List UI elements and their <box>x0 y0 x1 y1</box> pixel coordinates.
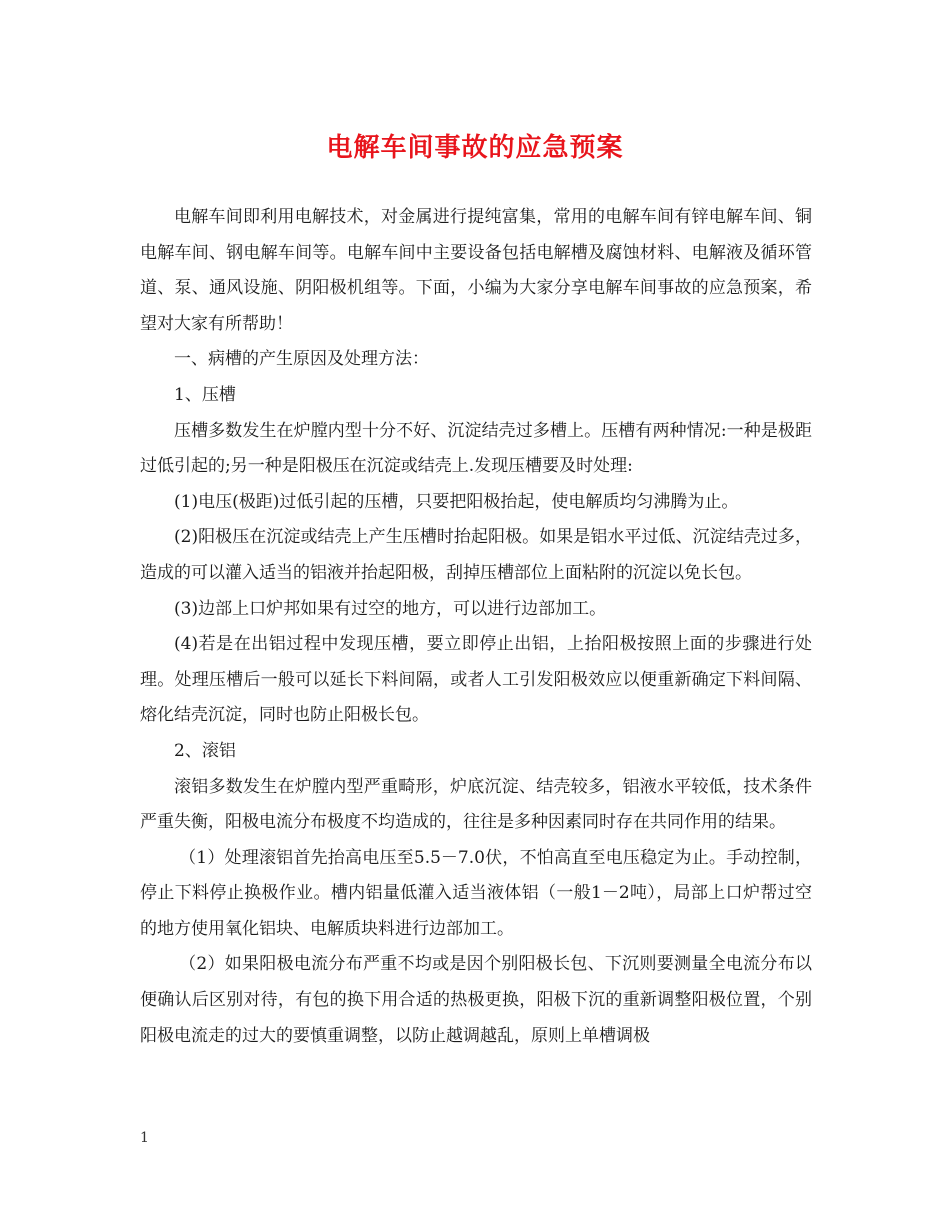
list-item: (2)阳极压在沉淀或结壳上产生压槽时抬起阳极。如果是铝水平过低、沉淀结壳过多，造成的可以灌入适当的铝液并抬起阳极，刮掉压槽部位上面粘附的沉淀以免长包。 <box>140 527 812 583</box>
section-heading: 一、病槽的产生原因及处理方法： <box>174 349 429 370</box>
paragraph: 滚铝多数发生在炉膛内型严重畸形，炉底沉淀、结壳较多，铝液水平较低，技术条件严重失衡，阳极电流分布极度不均造成的，往往是多种因素同时存在共同作用的结果。 <box>140 776 812 833</box>
list-item: (4)若是在出铝过程中发现压槽，要立即停止出铝，上抬阳极按照上面的步骤进行处理。处理压槽后一般可以延长下料间隔，或者人工引发阳极效应以便重新确定下料间隔、熔化结壳沉淀，同时也防止阳极长包。 <box>140 634 812 726</box>
subsection-heading: 2、滚铝 <box>174 740 236 761</box>
page-number: 1 <box>140 1130 149 1146</box>
list-item: (1)电压(极距)过低引起的压槽，只要把阳极抬起，使电解质均匀沸腾为止。 <box>174 491 739 512</box>
document-body <box>140 200 812 1054</box>
paragraph: 压槽多数发生在炉膛内型十分不好、沉淀结壳过多槽上。压槽有两种情况:一种是极距过低引起的;另一种是阳极压在沉淀或结壳上.发现压槽要及时处理: <box>140 420 812 477</box>
subsection-heading: 1、压槽 <box>174 384 236 405</box>
page-title: 电解车间事故的应急预案 <box>326 133 624 163</box>
list-item: （2）如果阳极电流分布严重不均或是因个别阳极长包、下沉则要测量全电流分布以便确认后区别对待，有包的换下用合适的热极更换，阳极下沉的重新调整阳极位置，个别阳极电流走的过大的要慎重调整，以防止越调越乱，原则上单槽调极 <box>140 954 812 1046</box>
list-item: (3)边部上口炉邦如果有过空的地方，可以进行边部加工。 <box>174 598 607 619</box>
list-item: （1）处理滚铝首先抬高电压至5.5－7.0伏，不怕高直至电压稳定为止。手动控制，停止下料停止换极作业。槽内铝量低灌入适当液体铝（一般1－2吨），局部上口炉帮过空的地方使用氧化铝块、电解质块料进行边部加工。 <box>140 847 812 939</box>
intro-paragraph: 电解车间即利用电解技术，对金属进行提纯富集，常用的电解车间有锌电解车间、铜电解车间、钢电解车间等。电解车间中主要设备包括电解槽及腐蚀材料、电解液及循环管道、泵、通风设施、阴阳极机组等。下面，小编为大家分享电解车间事故的应急预案，希望对大家有所帮助！ <box>140 207 812 334</box>
